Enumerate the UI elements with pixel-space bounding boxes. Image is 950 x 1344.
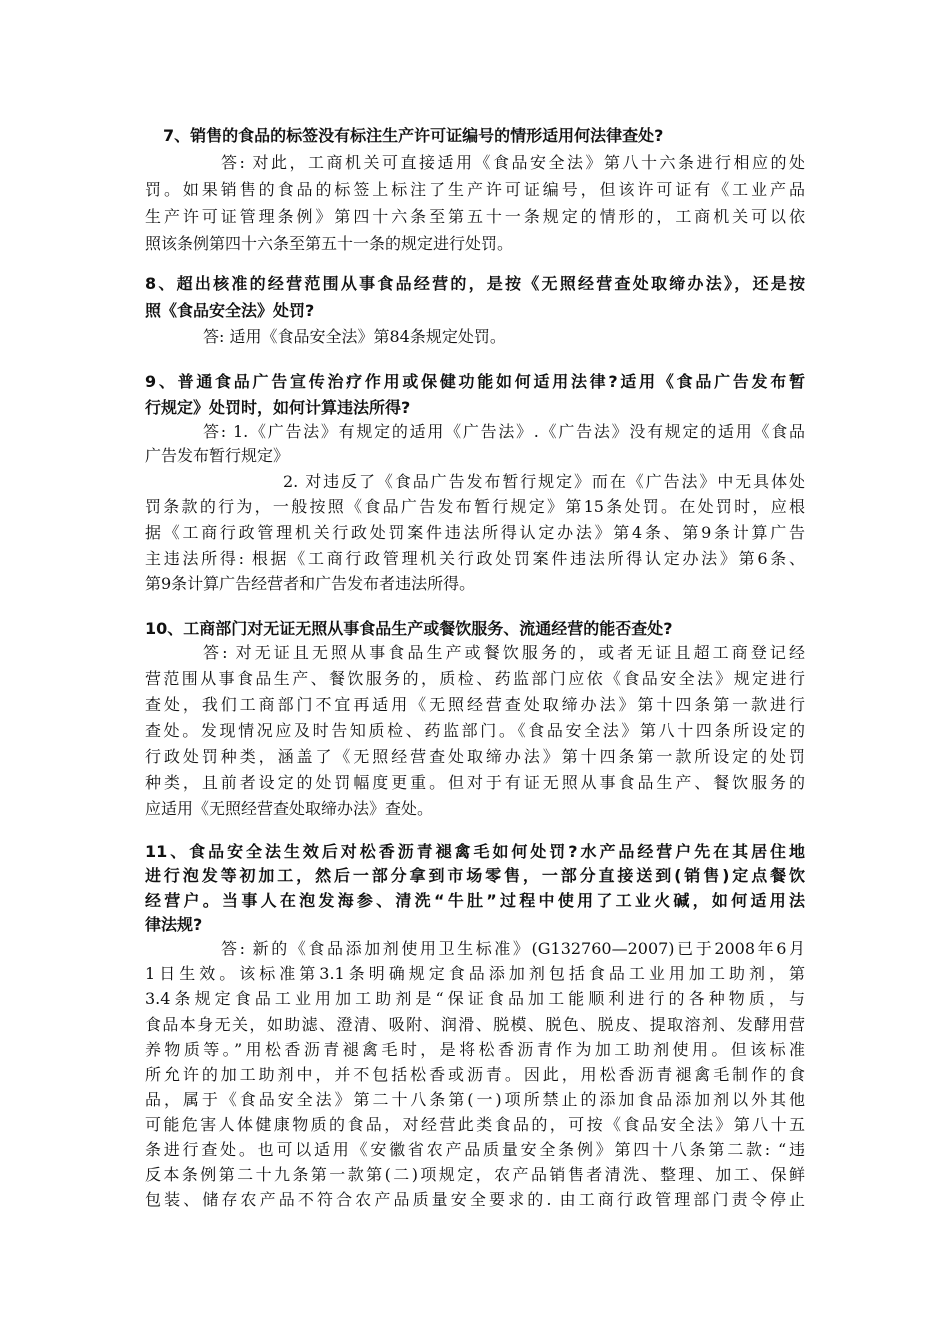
question-8-line-2: 照《食品安全法》处罚? [145,301,315,320]
answer-10-line-7: 应适用《无照经营查处取缔办法》查处。 [145,799,434,818]
answer-7-line-4: 照该条例第四十六条至第五十一条的规定进行处罚。 [145,234,514,253]
answer-9-line-7: 第9条计算广告经营者和广告发布者违法所得。 [145,574,476,593]
answer-11-line-9: 条进行查处。也可以适用《安徽省农产品质量安全条例》第四十八条第二款: “违 [145,1140,805,1159]
answer-9-line-5: 据《工商行政管理机关行政处罚案件违法所得认定办法》第4条、第9条计算广告 [145,523,805,542]
answer-7-line-3: 生产许可证管理条例》第四十六条至第五十一条规定的情形的，工商机关可以依 [145,207,805,226]
answer-10-line-4: 查处。发现情况应及时告知质检、药监部门。《食品安全法》第八十四条所设定的 [145,721,805,740]
answer-11-line-8: 可能危害人体健康物质的食品，对经营此类食品的，可按《食品安全法》第八十五 [145,1115,805,1134]
answer-9-line-2: 广告发布暂行规定》 [145,446,290,465]
answer-10-line-3: 查处，我们工商部门不宜再适用《无照经营查处取缔办法》第十四条第一款进行 [145,695,805,714]
answer-10-line-5: 行政处罚种类，涵盖了《无照经营查处取缔办法》第十四条第一款所设定的处罚 [145,747,805,766]
answer-9-line-1: 答: 1.《广告法》有规定的适用《广告法》.《广告法》没有规定的适用《食品 [203,422,805,441]
answer-9-line-3: 2. 对违反了《食品广告发布暂行规定》而在《广告法》中无具体处 [283,472,805,491]
answer-10-line-1: 答: 对无证且无照从事食品生产或餐饮服务的，或者无证且超工商登记经 [203,643,805,662]
answer-10-line-6: 种类，且前者设定的处罚幅度更重。但对于有证无照从事食品生产、餐饮服务的 [145,773,805,792]
answer-8-line-1: 答: 适用《食品安全法》第84条规定处罚。 [203,327,506,346]
answer-11-line-4: 食品本身无关，如助滤、澄清、吸附、润滑、脱模、脱色、脱皮、提取溶剂、发酵用营 [145,1015,805,1034]
question-9-line-2: 行规定》处罚时，如何计算违法所得? [145,398,411,417]
question-8-line-1: 8、超出核准的经营范围从事食品经营的，是按《无照经营查处取缔办法》，还是按 [145,274,805,293]
answer-9-line-6: 主违法所得: 根据《工商行政管理机关行政处罚案件违法所得认定办法》第6条、 [145,549,805,568]
question-11-line-4: 律法规? [145,915,203,934]
answer-11-line-3: 3.4条规定食品工业用加工助剂是“保证食品加工能顺利进行的各种物质，与 [145,989,805,1008]
question-9-line-1: 9、普通食品广告宣传治疗作用或保健功能如何适用法律?适用《食品广告发布暂 [145,372,805,391]
question-10-line-1: 10、工商部门对无证无照从事食品生产或餐饮服务、流通经营的能否查处? [145,619,673,638]
answer-11-line-2: 1日生效。该标准第3.1条明确规定食品添加剂包括食品工业用加工助剂，第 [145,964,805,983]
answer-11-line-1: 答: 新的《食品添加剂使用卫生标准》(G132760—2007)已于2008年6月 [221,939,805,958]
answer-7-line-2: 罚。如果销售的食品的标签上标注了生产许可证编号，但该许可证有《工业产品 [145,180,805,199]
answer-10-line-2: 营范围从事食品生产、餐饮服务的，质检、药监部门应依《食品安全法》规定进行 [145,669,805,688]
answer-11-line-11: 包装、储存农产品不符合农产品质量安全要求的. 由工商行政管理部门责令停止 [145,1190,805,1209]
answer-11-line-10: 反本条例第二十九条第一款第(二)项规定，农产品销售者清洗、整理、加工、保鲜 [145,1165,805,1184]
answer-9-line-4: 罚条款的行为，一般按照《食品广告发布暂行规定》第15条处罚。在处罚时，应根 [145,497,805,516]
question-7-line-1: 7、销售的食品的标签没有标注生产许可证编号的情形适用何法律查处? [163,126,664,145]
answer-11-line-7: 品，属于《食品安全法》第二十八条第(一)项所禁止的添加食品添加剂以外其他 [145,1090,805,1109]
answer-11-line-6: 所允许的加工助剂中，并不包括松香或沥青。因此，用松香沥青褪禽毛制作的食 [145,1065,805,1084]
answer-11-line-5: 养物质等。”用松香沥青褪禽毛时，是将松香沥青作为加工助剂使用。但该标准 [145,1040,805,1059]
question-11-line-3: 经营户。当事人在泡发海参、清洗“牛肚”过程中使用了工业火碱，如何适用法 [145,891,805,910]
question-11-line-2: 进行泡发等初加工，然后一部分拿到市场零售，一部分直接送到(销售)定点餐饮 [145,866,805,885]
answer-7-line-1: 答: 对此，工商机关可直接适用《食品安全法》第八十六条进行相应的处 [221,153,805,172]
question-11-line-1: 11、食品安全法生效后对松香沥青褪禽毛如何处罚?水产品经营户先在其居住地 [145,842,805,861]
